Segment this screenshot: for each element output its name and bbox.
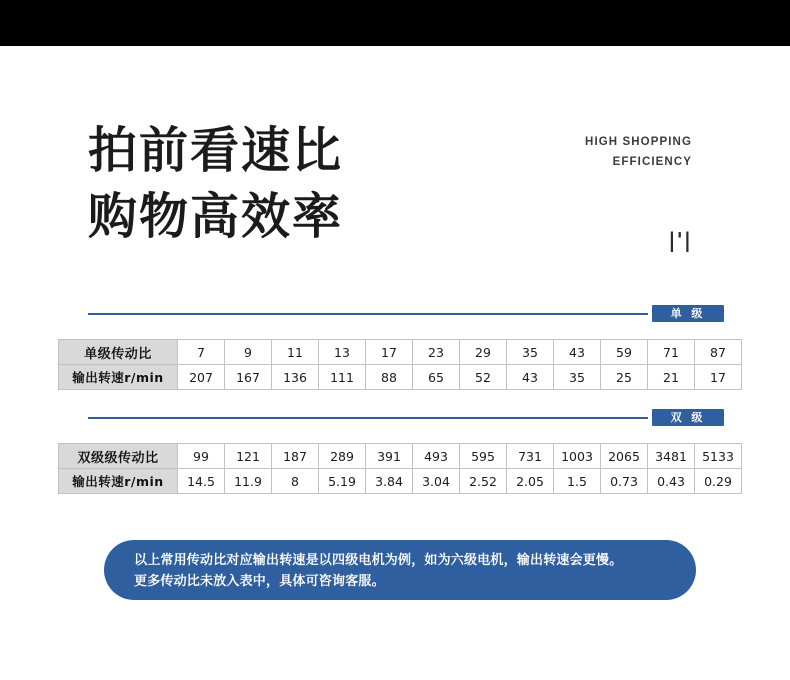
cell: 21	[648, 365, 695, 390]
cell: 111	[319, 365, 366, 390]
headline-block	[88, 118, 508, 250]
single-section-tag: 单 级	[652, 305, 724, 322]
cell: 5.19	[319, 469, 366, 494]
table-row	[59, 469, 742, 494]
cell: 11.9	[225, 469, 272, 494]
cell: 23	[413, 340, 460, 365]
cell: 3.84	[366, 469, 413, 494]
row-header: 输出转速r/min	[59, 365, 178, 390]
table-row	[59, 365, 742, 390]
note-box	[104, 540, 696, 600]
cell: 2065	[601, 444, 648, 469]
headline-line-2: 购物高效率	[88, 188, 344, 245]
cell: 167	[225, 365, 272, 390]
cell: 52	[460, 365, 507, 390]
table-row	[59, 444, 742, 469]
double-stage-grid	[58, 443, 742, 494]
double-stage-table	[58, 443, 742, 494]
cell: 35	[507, 340, 554, 365]
cell: 0.29	[695, 469, 742, 494]
cell: 121	[225, 444, 272, 469]
cell: 3.04	[413, 469, 460, 494]
decorative-mark-icon: |'|	[668, 228, 692, 252]
cell: 187	[272, 444, 319, 469]
cell: 87	[695, 340, 742, 365]
cell: 43	[507, 365, 554, 390]
cell: 99	[178, 444, 225, 469]
cell: 29	[460, 340, 507, 365]
cell: 11	[272, 340, 319, 365]
headline-line-1: 拍前看速比	[88, 122, 344, 179]
cell: 8	[272, 469, 319, 494]
cell: 1003	[554, 444, 601, 469]
cell: 7	[178, 340, 225, 365]
cell: 14.5	[178, 469, 225, 494]
cell: 595	[460, 444, 507, 469]
double-section-tag: 双 级	[652, 409, 724, 426]
top-black-bar	[0, 0, 790, 46]
cell: 136	[272, 365, 319, 390]
cell: 731	[507, 444, 554, 469]
single-stage-table	[58, 339, 742, 390]
cell: 35	[554, 365, 601, 390]
table-row	[59, 340, 742, 365]
single-section-rule	[88, 313, 648, 315]
row-header: 单级传动比	[59, 340, 178, 365]
cell: 25	[601, 365, 648, 390]
cell: 71	[648, 340, 695, 365]
cell: 88	[366, 365, 413, 390]
cell: 65	[413, 365, 460, 390]
cell: 59	[601, 340, 648, 365]
cell: 2.05	[507, 469, 554, 494]
note-line-2: 更多传动比未放入表中，具体可咨询客服。	[134, 574, 385, 589]
cell: 9	[225, 340, 272, 365]
cell: 289	[319, 444, 366, 469]
english-subtitle	[585, 132, 692, 172]
note-line-1: 以上常用传动比对应输出转速是以四级电机为例，如为六级电机，输出转速会更慢。	[134, 553, 623, 568]
cell: 0.73	[601, 469, 648, 494]
cell: 43	[554, 340, 601, 365]
double-section-rule	[88, 417, 648, 419]
cell: 1.5	[554, 469, 601, 494]
single-stage-grid	[58, 339, 742, 390]
cell: 0.43	[648, 469, 695, 494]
cell: 2.52	[460, 469, 507, 494]
cell: 17	[695, 365, 742, 390]
cell: 493	[413, 444, 460, 469]
cell: 17	[366, 340, 413, 365]
cell: 5133	[695, 444, 742, 469]
cell: 207	[178, 365, 225, 390]
cell: 3481	[648, 444, 695, 469]
row-header: 双级级传动比	[59, 444, 178, 469]
cell: 391	[366, 444, 413, 469]
english-line-1: HIGH SHOPPING	[585, 136, 692, 148]
english-line-2: EFFICIENCY	[612, 156, 692, 168]
row-header: 输出转速r/min	[59, 469, 178, 494]
cell: 13	[319, 340, 366, 365]
bottom-white-bar	[0, 652, 790, 680]
